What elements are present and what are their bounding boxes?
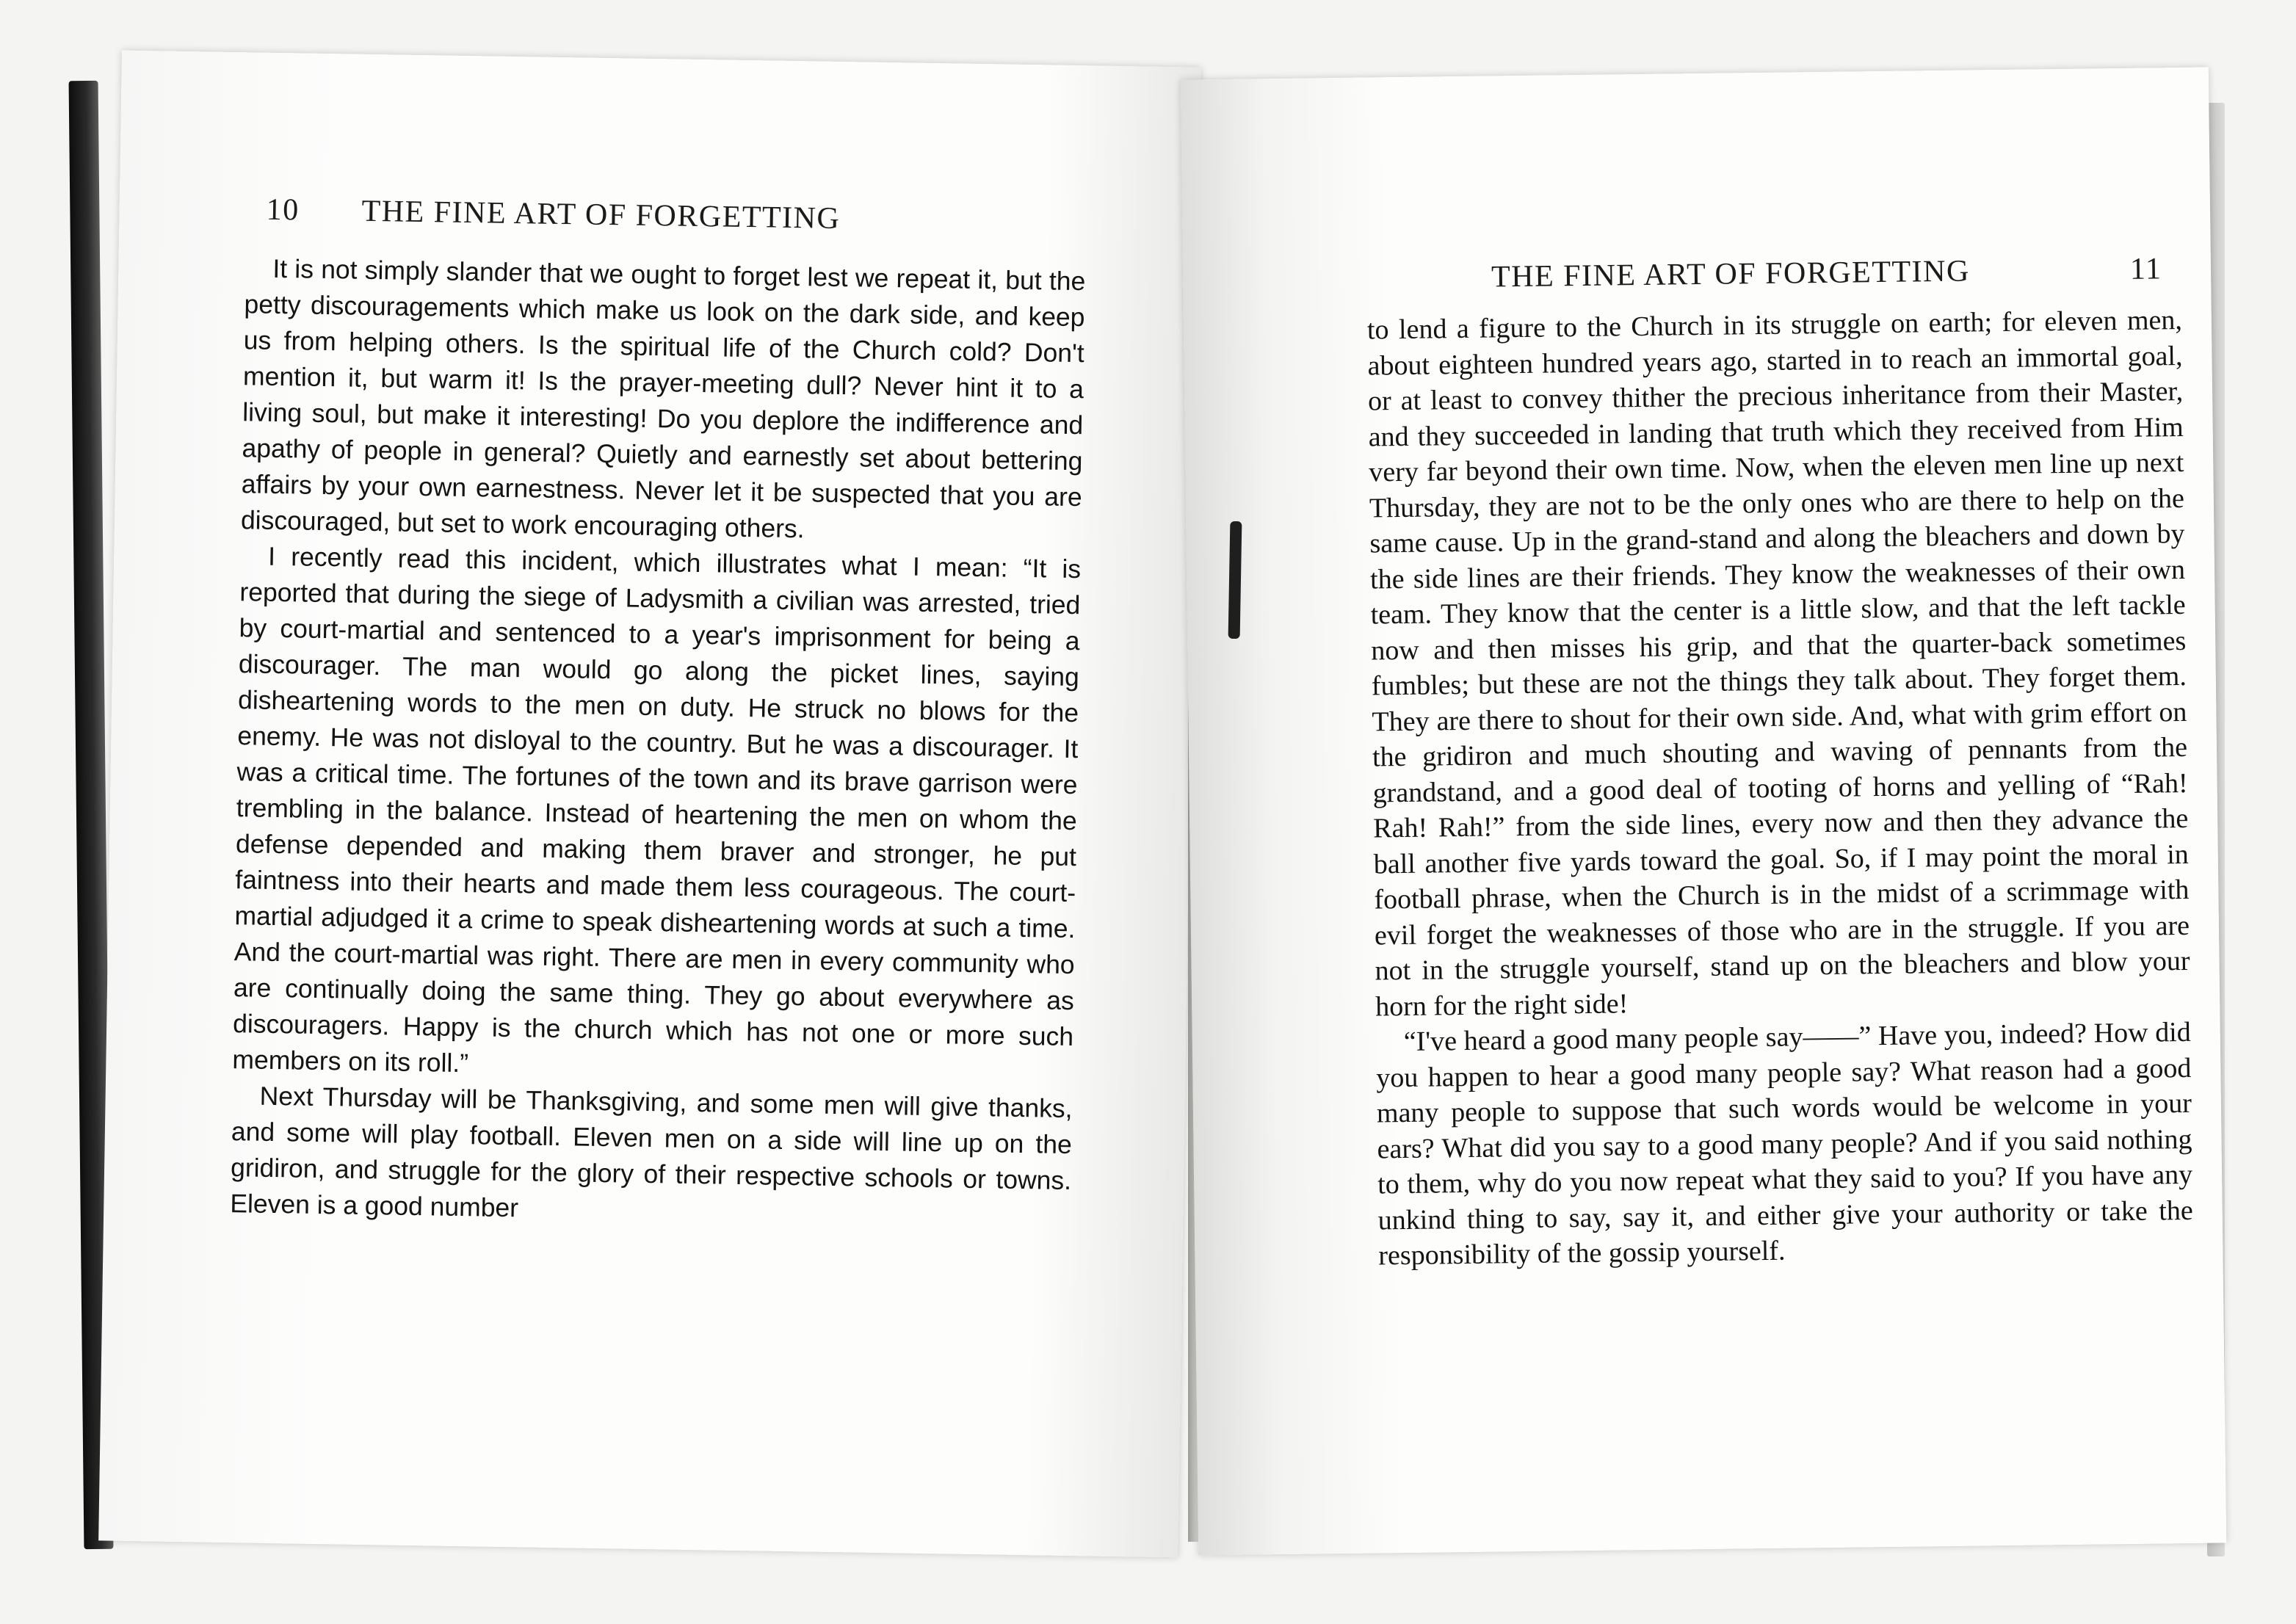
right-page	[1181, 68, 2226, 1556]
right-page-text	[1367, 302, 2194, 1274]
paragraph: It is not simply slander that we ought to forget lest we repeat it, but the petty discouragements which make us look on the dark side, and keep us from helping others. Is the spiritual life of the Church cold? Don't mention it, but warm it! Is the prayer-meeting dull? Never hint it to a living soul, but make it interesting! Do you deplore the indifference and apathy of people in general? Quietly and earnestly set about bettering affairs by your own earnestness. Never let it be suspected that you are discouraged, but set to work encouraging others.	[240, 253, 1086, 544]
paragraph: I recently read this incident, which illustrates what I mean: “It is reported that during the siege of Ladysmith a civilian was arrested, tried by court-martial and sentenced to a year's imprisonment for being a discourager. The man would go along the picket lines, saying disheartening words to the men on duty. He struck no blows for the enemy. He was not disloyal to the country. But he was a discourager. It was a critical time. The fortunes of the town and its brave garrison were trembling in the balance. Instead of heartening the men on whom the defense depended and making them braver and stronger, he put faintness into their hearts and made them less courageous. The court-martial adjudged it a crime to speak disheartening words at such a time. And the court-martial was right. There are men in every community who are continually doing the same thing. They go about everywhere as discouragers. Happy is the church which has not one or more such members on its roll.”	[232, 541, 1082, 1079]
page-number-right: 11	[2129, 252, 2162, 286]
paragraph: to lend a figure to the Church in its struggle on earth; for eleven men, about eighteen hundred years ago, started in to reach an immortal goal, or at least to convey thither the precious inheritance from their Master, and they succeeded in landing that truth which they received from Him very far beyond their own time. Now, when the eleven men line up next Thursday, they are not to be the only ones who are there to help on the same cause. Up in the grand-stand and along the bleachers and down by the side lines are their friends. They know the weaknesses of their own team. They know that the center is a little slow, and that the left tackle now and then misses his grip, and that the quarter-back sometimes fumbles; but these are not the things they talk about. They forget them. They are there to shout for their own side. And, what with grim effort on the gridiron and much shouting and waving of pennants from the grandstand, and a good deal of tooting of horns and yelling of “Rah! Rah! Rah!” from the side lines, every now and then they advance the ball another five yards toward the goal. So, if I may point the moral in football phrase, when the Church is in the midst of a scrimmage with evil forget the weaknesses of those who are in the struggle. If you are not in the struggle yourself, stand up on the bleachers and blow your horn for the right side!	[1366, 304, 2190, 1022]
page-number-left: 10	[266, 192, 300, 228]
open-book	[66, 59, 2239, 1571]
left-page-text	[230, 250, 1086, 1235]
running-head-left: THE FINE ART OF FORGETTING	[361, 194, 841, 236]
paragraph: Next Thursday will be Thanksgiving, and some men will give thanks, and some will play football. Eleven men on a side will line up on the gridiron, and struggle for the glory of their respective schools or towns. Eleven is a good number	[230, 1081, 1073, 1223]
paragraph: “I've heard a good many people say——” Have you, indeed? How did you happen to hear a good many people say? What reason had a good many people to suppose that such words would be welcome in your ears? What did you say to a good many people? And if you said nothing to them, why do you now repeat what they said to you? If you have any unkind thing to say, say it, and either give your authority or take the responsibility of the gossip yourself.	[1376, 1016, 2193, 1272]
running-head-right: THE FINE ART OF FORGETTING	[1491, 254, 1971, 294]
binding-thread	[1228, 521, 1242, 639]
left-page	[98, 51, 1201, 1558]
